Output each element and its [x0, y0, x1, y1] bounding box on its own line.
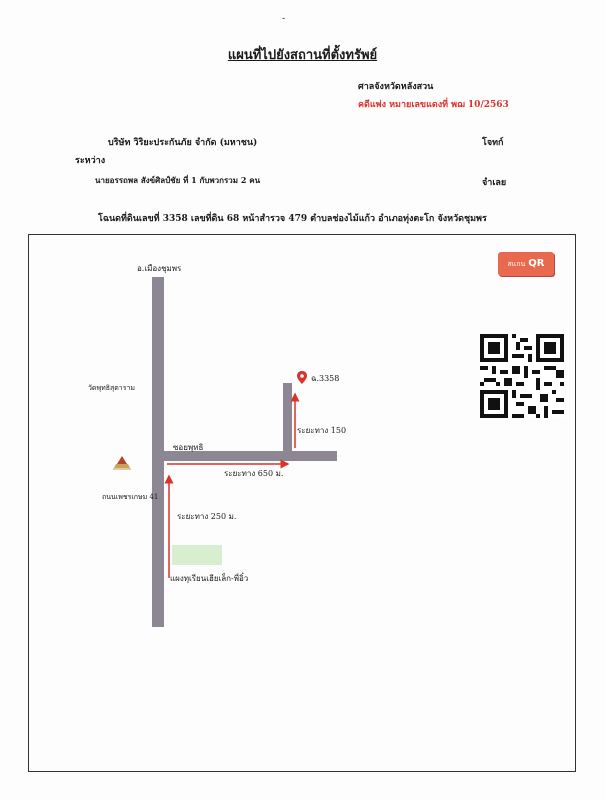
label-dist-150: ระยะทาง 150 [297, 426, 347, 435]
label-shop: แผงทุเรียนเฮียเล็ก-พี่อิ๋ว [170, 574, 249, 583]
qr-code[interactable] [480, 334, 564, 418]
label-dist-650: ระยะทาง 650 ม. [224, 469, 284, 478]
case-number: คดีแพ่ง หมายเลขแดงที่ พฌ 10/2563 [358, 100, 509, 110]
defendant-role: จำเลย [482, 178, 507, 188]
plaintiff-name: บริษัท วิริยะประกันภัย จำกัด (มหาชน) [108, 138, 258, 148]
label-soi: ซอยพุทธิ [173, 443, 204, 452]
scan-qr-label: QR [528, 258, 545, 269]
scan-qr-small-label: สแกน [507, 260, 526, 268]
label-dist-250: ระยะทาง 250 ม. [177, 512, 237, 521]
label-temple: วัดพุทธิสุตาราม [88, 384, 136, 392]
top-mark: - [282, 14, 286, 24]
durian-stall-marker [172, 545, 222, 565]
defendant-name: นายอรรถพล สังข์ศิลป์ชัย ที่ 1 กับพวกรวม 2 คน [95, 175, 261, 185]
location-pin-icon [297, 371, 307, 384]
court-name: ศาลจังหวัดหลังสวน [358, 82, 434, 92]
plaintiff-role: โจทก์ [482, 138, 504, 148]
deed-description: โฉนดที่ดินเลขที่ 3358 เลขที่ดิน 68 หน้าสำรวจ 479 ตำบลช่องไม้แก้ว อำเภอทุ่งตะโก จังหวัดชุมพร [98, 214, 487, 224]
temple-icon [113, 456, 131, 470]
label-parcel: ฉ.3358 [311, 374, 340, 383]
label-north-district: อ.เมืองชุมพร [137, 264, 182, 273]
label-street: ถนนเพชรเกษม 41 [102, 493, 159, 501]
page-title: แผนที่ไปยังสถานที่ตั้งทรัพย์ [227, 48, 378, 63]
between-label: ระหว่าง [75, 156, 106, 166]
